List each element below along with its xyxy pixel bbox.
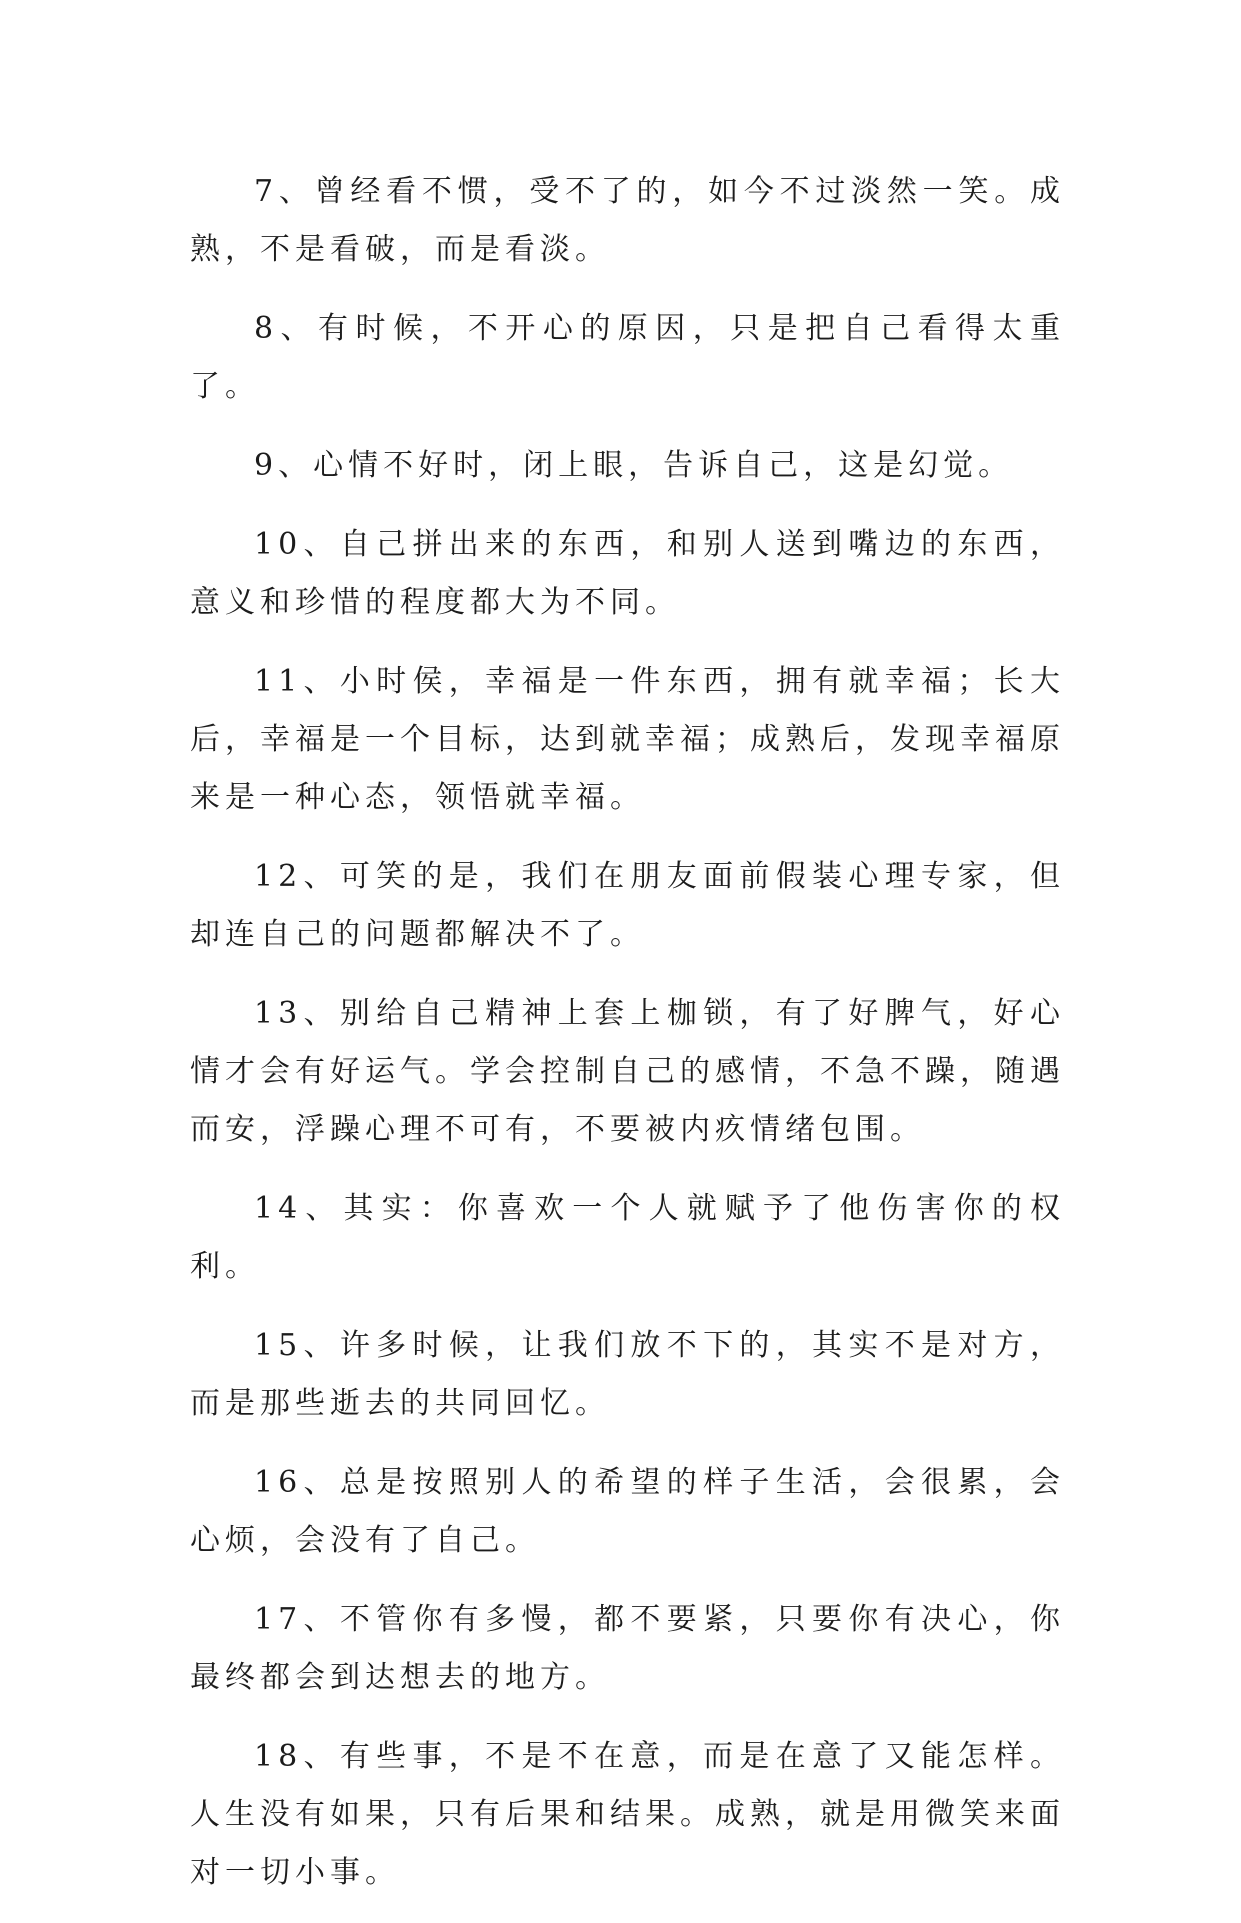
paragraph-14: 14、其实：你喜欢一个人就赋予了他伤害你的权利。: [190, 1191, 1065, 1284]
paragraph-12: 12、可笑的是，我们在朋友面前假装心理专家，但却连自己的问题都解决不了。: [190, 859, 1065, 952]
paragraph-7: 7、曾经看不惯，受不了的，如今不过淡然一笑。成熟，不是看破，而是看淡。: [190, 174, 1065, 267]
paragraph-8: 8、有时候，不开心的原因，只是把自己看得太重了。: [190, 311, 1065, 404]
paragraph-9: 9、心情不好时，闭上眼，告诉自己，这是幻觉。: [254, 448, 1014, 483]
paragraph-17: 17、不管你有多慢，都不要紧，只要你有决心，你最终都会到达想去的地方。: [190, 1602, 1065, 1695]
document-body: [190, 163, 1065, 1923]
paragraph-18: 18、有些事，不是不在意，而是在意了又能怎样。人生没有如果，只有后果和结果。成熟，就是用微笑来面对一切小事。: [190, 1739, 1065, 1890]
paragraph-15: 15、许多时候，让我们放不下的，其实不是对方，而是那些逝去的共同回忆。: [190, 1328, 1065, 1421]
paragraph-10: 10、自己拼出来的东西，和别人送到嘴边的东西，意义和珍惜的程度都大为不同。: [190, 527, 1065, 620]
paragraph-16: 16、总是按照别人的希望的样子生活，会很累，会心烦，会没有了自己。: [190, 1465, 1065, 1558]
paragraph-13: 13、别给自己精神上套上枷锁，有了好脾气，好心情才会有好运气。学会控制自己的感情，不急不躁，随遇而安，浮躁心理不可有，不要被内疚情绪包围。: [190, 996, 1065, 1147]
paragraph-11: 11、小时侯，幸福是一件东西，拥有就幸福；长大后，幸福是一个目标，达到就幸福；成熟后，发现幸福原来是一种心态，领悟就幸福。: [190, 664, 1065, 815]
